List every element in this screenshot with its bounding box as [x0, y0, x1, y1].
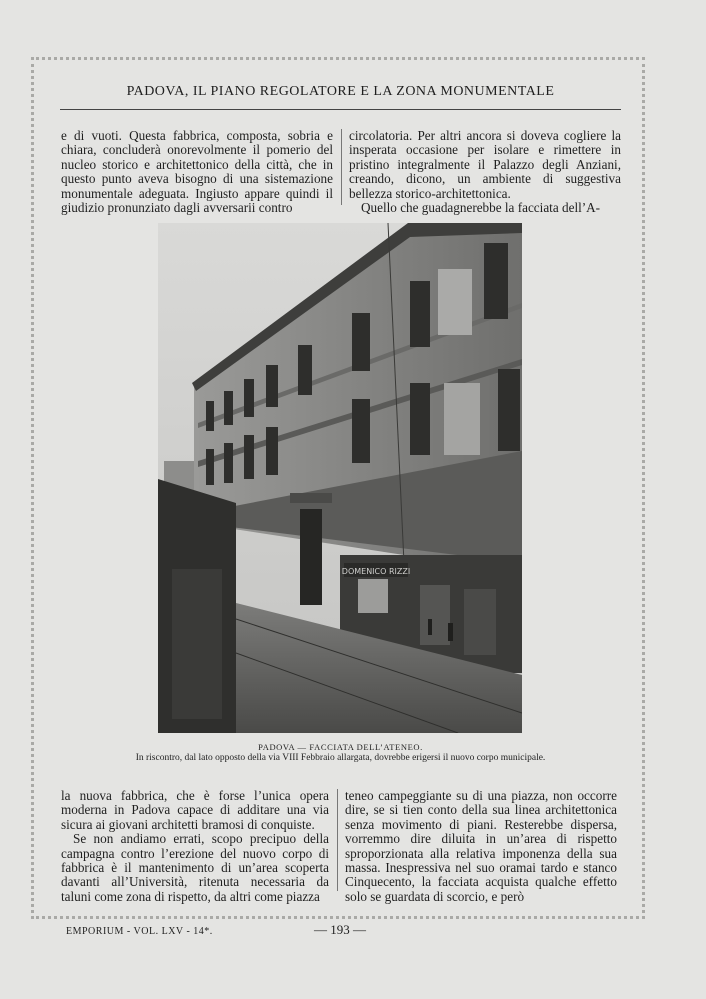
column-divider — [341, 129, 342, 205]
top-right-column — [349, 129, 621, 215]
figure-caption-title: PADOVA — FACCIATA DELL’ATENEO. — [258, 742, 423, 752]
page-number: — 193 — — [314, 922, 366, 937]
facade-illustration — [158, 223, 522, 733]
paragraph: Se non andiamo errati, scopo precipuo della campagna contro l’erezione del nuovo corpo di fabbrica è il mantenimento di un’area scoperta davanti all’Università, ritenuta necessaria da taluni come zona di rispetto, da altri come piazza — [61, 831, 329, 904]
bottom-left-column — [61, 789, 329, 904]
paragraph: Quello che guadagnerebbe la facciata dell’A- — [361, 200, 601, 216]
header-rule — [60, 109, 621, 110]
paragraph: teneo campeggiante su di una piazza, non occorre dire, se si tien conto della sua linea architettonica senza movimento di piani. Resterebbe dispersa, vorremmo dire diluita in un’area di rispetto sproporzionata alla relativa imponenza della sua massa. Inespressiva nel suo oramai tardo e stanco Cinquecento, la facciata acquista qualche effetto solo se guardata di scorcio, e però — [345, 788, 617, 904]
ateneo-facade-photo — [158, 223, 522, 733]
journal-footer: EMPORIUM - VOL. LXV - 14*. — [66, 926, 213, 937]
paragraph: e di vuoti. Questa fabbrica, composta, sobria e chiara, concluderà onorevolmente il pomerio del nucleo storico e architettonico della città, che in questo punto aveva bisogno di una sistemazione monumentale adeguata. Ingiusto appare quindi il giudizio pronunziato dagli avversarii contro — [61, 128, 333, 216]
shop-sign-text: DOMENICO RIZZI — [341, 567, 411, 576]
paragraph: circolatoria. Per altri ancora si doveva cogliere la insperata occasione per isolare e rimettere in pristino integralmente il Palazzo degli Anziani, creando, dicono, un ambiente di suggestiva bellezza storico-architettonica. — [349, 128, 621, 201]
top-left-column — [61, 129, 333, 215]
paragraph: la nuova fabbrica, che è forse l’unica opera moderna in Padova capace di additare una via sicura ai giovani architetti bramosi di conquiste. — [61, 788, 329, 832]
bottom-right-column — [345, 789, 617, 904]
running-header: PADOVA, IL PIANO REGOLATORE E LA ZONA MONUMENTALE — [126, 84, 555, 99]
figure-caption-text: In riscontro, dal lato opposto della via VIII Febbraio allargata, dovrebbe erigersi il nuovo corpo municipale. — [135, 753, 546, 763]
column-divider — [337, 789, 338, 891]
